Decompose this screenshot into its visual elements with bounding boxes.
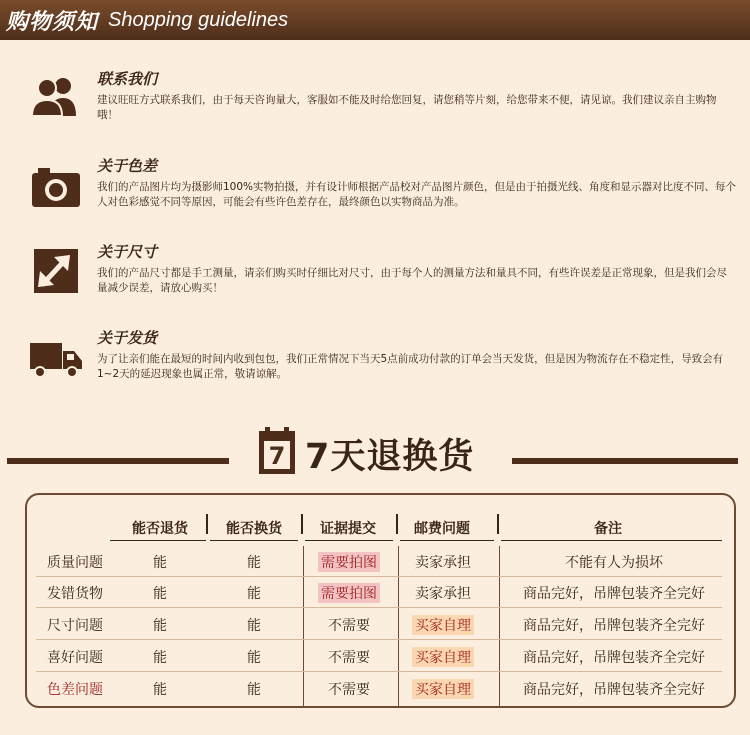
row-divider <box>36 576 722 577</box>
postage-text: 买家自理 <box>412 679 474 699</box>
evidence-value: 不需要 <box>328 618 370 634</box>
column-separator <box>303 546 304 706</box>
postage-text: 买家自理 <box>412 615 474 635</box>
column-header: 证据提交 <box>320 521 376 537</box>
section-title: 关于发货 <box>97 329 158 347</box>
divider-left <box>7 458 229 464</box>
section-text: 为了让亲们能在最短的时间内收到包包，我们正常情况下当天5点前成功付款的订单会当天发货，但是因为物流存在不稳定性，导致会有1~2天的延迟现象也属正常，敬请谅解。 <box>97 353 724 380</box>
section-size <box>0 241 750 311</box>
return-value: 能 <box>153 682 167 698</box>
row-divider <box>36 639 722 640</box>
calendar-icon <box>258 427 296 475</box>
header-underline <box>110 540 206 541</box>
header-title-cn: 购物须知 <box>6 9 99 35</box>
column-header: 邮费问题 <box>414 521 470 537</box>
exchange-value: 能 <box>247 586 261 602</box>
header-separator <box>396 514 398 534</box>
row-label: 尺寸问题 <box>47 618 103 634</box>
section-title: 联系我们 <box>97 70 158 88</box>
section-color <box>0 155 750 225</box>
row-label: 发错货物 <box>47 586 103 602</box>
header-separator <box>497 514 499 534</box>
header-underline <box>400 540 494 541</box>
postage-value <box>412 679 474 699</box>
returns-title: 7天退换货 <box>305 437 475 477</box>
postage-value <box>412 615 474 635</box>
section-shipping <box>0 327 750 397</box>
exchange-value: 能 <box>247 618 261 634</box>
evidence-value: 不需要 <box>328 682 370 698</box>
return-value: 能 <box>153 586 167 602</box>
section-text: 我们的产品图片均为摄影师100%实物拍摄，并有设计师根据产品校对产品图片颜色，但是由于拍摄光线、角度和显示器对比度不同、每个人对色彩感觉不同等原因，可能会有些许色差存在，最终颜色以实物商品为准。 <box>97 181 737 208</box>
row-label: 喜好问题 <box>47 650 103 666</box>
exchange-value: 能 <box>247 682 261 698</box>
column-separator <box>499 546 500 706</box>
note-value: 商品完好，吊牌包装齐全完好 <box>523 586 705 602</box>
evidence-text: 需要拍图 <box>318 583 380 603</box>
column-header: 能否换货 <box>226 521 282 537</box>
section-title: 关于色差 <box>97 157 158 175</box>
return-value: 能 <box>153 650 167 666</box>
column-separator <box>398 546 399 706</box>
evidence-value <box>318 552 380 572</box>
row-label: 色差问题 <box>47 682 103 698</box>
postage-value <box>412 647 474 667</box>
note-value: 不能有人为损坏 <box>565 555 663 571</box>
header-underline <box>305 540 393 541</box>
note-value: 商品完好，吊牌包装齐全完好 <box>523 618 705 634</box>
divider-right <box>512 458 738 464</box>
resize-arrows-icon <box>30 249 82 293</box>
calendar-number: 7 <box>268 442 286 470</box>
return-value: 能 <box>153 618 167 634</box>
return-value: 能 <box>153 555 167 571</box>
evidence-value: 不需要 <box>328 650 370 666</box>
row-label: 质量问题 <box>47 555 103 571</box>
evidence-value <box>318 583 380 603</box>
row-divider <box>36 671 722 672</box>
section-text: 我们的产品尺寸都是手工测量，请亲们购买时仔细比对尺寸，由于每个人的测量方法和量具不同，有些许误差是正常现象，但是我们会尽量减少误差，请放心购买！ <box>97 267 727 294</box>
section-contact <box>0 68 750 138</box>
section-text: 建议旺旺方式联系我们，由于每天咨询量大，客服如不能及时给您回复，请您稍等片刻，给您带来不便，请见谅。我们建议亲自主购物哦！ <box>97 94 717 121</box>
column-header: 能否退货 <box>132 521 188 537</box>
camera-icon <box>30 165 82 209</box>
note-value: 商品完好，吊牌包装齐全完好 <box>523 650 705 666</box>
section-title: 关于尺寸 <box>97 243 158 261</box>
postage-value: 卖家承担 <box>415 586 471 602</box>
returns-heading <box>0 422 750 482</box>
header-banner <box>0 0 750 40</box>
row-divider <box>36 607 722 608</box>
exchange-value: 能 <box>247 555 261 571</box>
evidence-text: 需要拍图 <box>318 552 380 572</box>
users-icon <box>30 74 82 118</box>
header-underline <box>210 540 298 541</box>
header-separator <box>301 514 303 534</box>
postage-text: 买家自理 <box>412 647 474 667</box>
postage-value: 卖家承担 <box>415 555 471 571</box>
note-value: 商品完好，吊牌包装齐全完好 <box>523 682 705 698</box>
header-underline <box>501 540 722 541</box>
header-title-en: Shopping guidelines <box>108 8 289 31</box>
truck-icon <box>30 339 82 383</box>
header-separator <box>206 514 208 534</box>
column-header: 备注 <box>594 521 622 537</box>
exchange-value: 能 <box>247 650 261 666</box>
